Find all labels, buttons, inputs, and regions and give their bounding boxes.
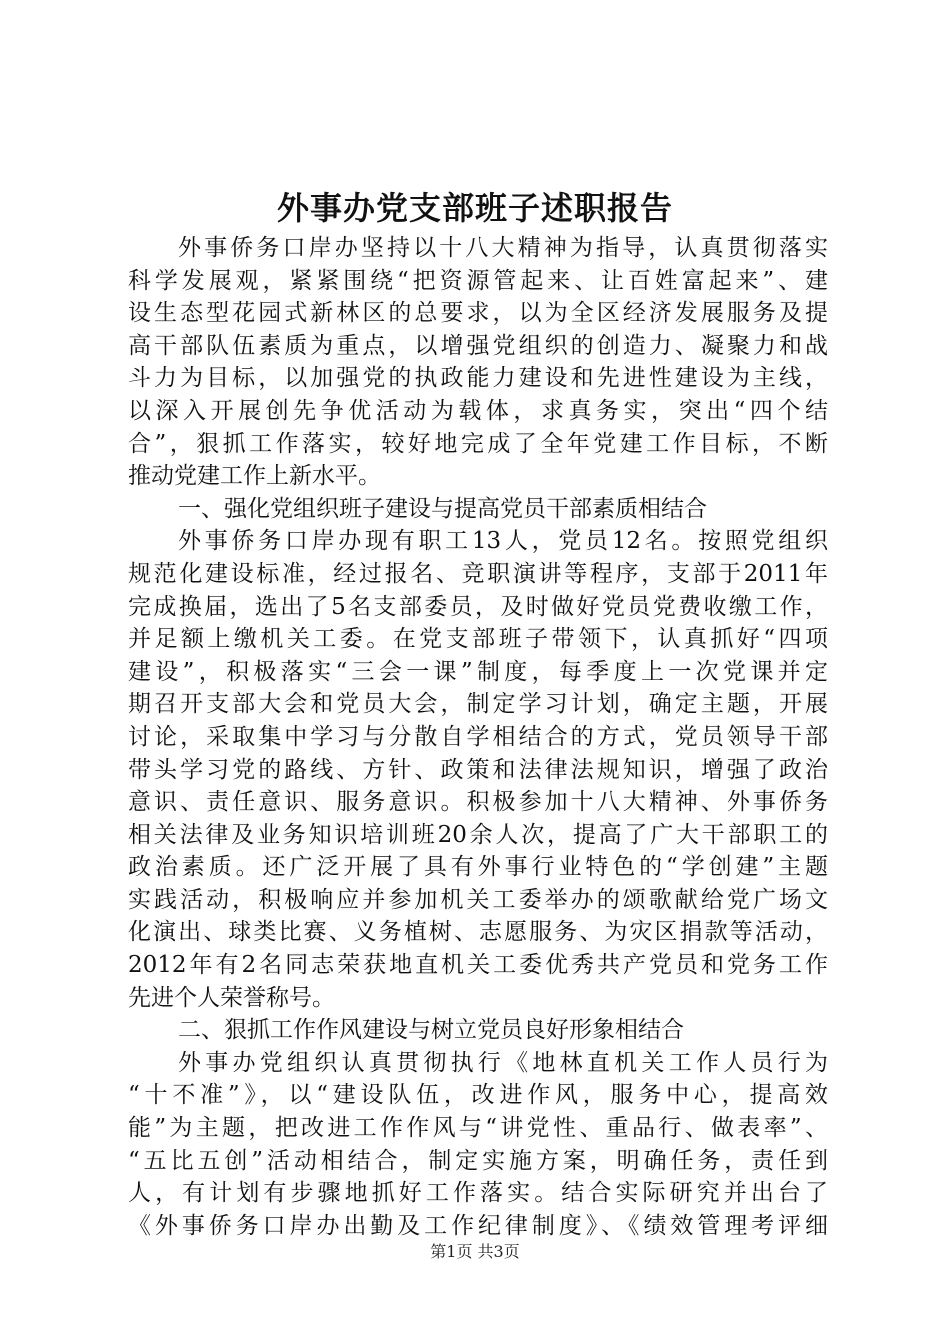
- body-line: 斗力为目标，以加强党的执政能力建设和先进性建设为主线，: [128, 365, 828, 392]
- body-line: 规范化建设标准，经过报名、竞职演讲等程序，支部于2011年: [128, 560, 828, 587]
- body-line: 人，有计划有步骤地抓好工作落实。结合实际研究并出台了: [128, 1180, 828, 1207]
- body-line: 外事办党组织认真贯彻执行《地林直机关工作人员行为: [178, 1049, 828, 1076]
- body-line: 讨论，采取集中学习与分散自学相结合的方式，党员领导干部: [128, 723, 828, 750]
- body-line: 并足额上缴机关工委。在党支部班子带领下，认真抓好“四项: [128, 626, 828, 653]
- body-line: 推动党建工作上新水平。: [128, 463, 381, 490]
- body-line: 《外事侨务口岸办出勤及工作纪律制度》、《绩效管理考评细: [128, 1212, 828, 1239]
- body-line: 能”为主题，把改进工作作风与“讲党性、重品行、做表率”、: [128, 1115, 828, 1142]
- body-line: 高干部队伍素质为重点，以增强党组织的创造力、凝聚力和战: [128, 332, 828, 359]
- section-heading: 二、狠抓工作作风建设与树立党员良好形象相结合: [178, 1017, 684, 1044]
- document-body: [128, 232, 828, 1242]
- body-line: 外事侨务口岸办现有职工13人，党员12名。按照党组织: [178, 528, 828, 555]
- document-title: 外事办党支部班子述职报告: [276, 189, 673, 227]
- body-line: 2012年有2名同志荣获地直机关工委优秀共产党员和党务工作: [128, 952, 828, 979]
- body-line: “十不准”》，以“建设队伍，改进作风，服务中心，提高效: [128, 1082, 828, 1109]
- body-line: 政治素质。还广泛开展了具有外事行业特色的“学创建”主题: [128, 854, 828, 881]
- body-line: 先进个人荣誉称号。: [128, 984, 335, 1011]
- body-line: 设生态型花园式新林区的总要求，以为全区经济发展服务及提: [128, 300, 828, 327]
- body-line: 意识、责任意识、服务意识。积极参加十八大精神、外事侨务: [128, 789, 828, 816]
- page-number-footer: 第1页 共3页: [430, 1242, 520, 1261]
- body-line: “五比五创”活动相结合，制定实施方案，明确任务，责任到: [128, 1147, 828, 1174]
- body-line: 带头学习党的路线、方针、政策和法律法规知识，增强了政治: [128, 756, 828, 783]
- body-line: 合”，狠抓工作落实，较好地完成了全年党建工作目标，不断: [128, 430, 828, 457]
- body-line: 科学发展观，紧紧围绕“把资源管起来、让百姓富起来”、建: [128, 267, 828, 294]
- body-line: 期召开支部大会和党员大会，制定学习计划，确定主题，开展: [128, 691, 828, 718]
- body-line: 以深入开展创先争优活动为载体，求真务实，突出“四个结: [128, 397, 828, 424]
- section-heading: 一、强化党组织班子建设与提高党员干部素质相结合: [178, 495, 707, 522]
- body-line: 外事侨务口岸办坚持以十八大精神为指导，认真贯彻落实: [178, 235, 828, 261]
- body-line: 化演出、球类比赛、义务植树、志愿服务、为灾区捐款等活动，: [128, 919, 828, 946]
- body-line: 完成换届，选出了5名支部委员，及时做好党员党费收缴工作，: [128, 593, 828, 620]
- body-line: 建设”，积极落实“三会一课”制度，每季度上一次党课并定: [128, 658, 828, 685]
- body-line: 相关法律及业务知识培训班20余人次，提高了广大干部职工的: [128, 821, 828, 848]
- body-line: 实践活动，积极响应并参加机关工委举办的颂歌献给党广场文: [128, 886, 828, 913]
